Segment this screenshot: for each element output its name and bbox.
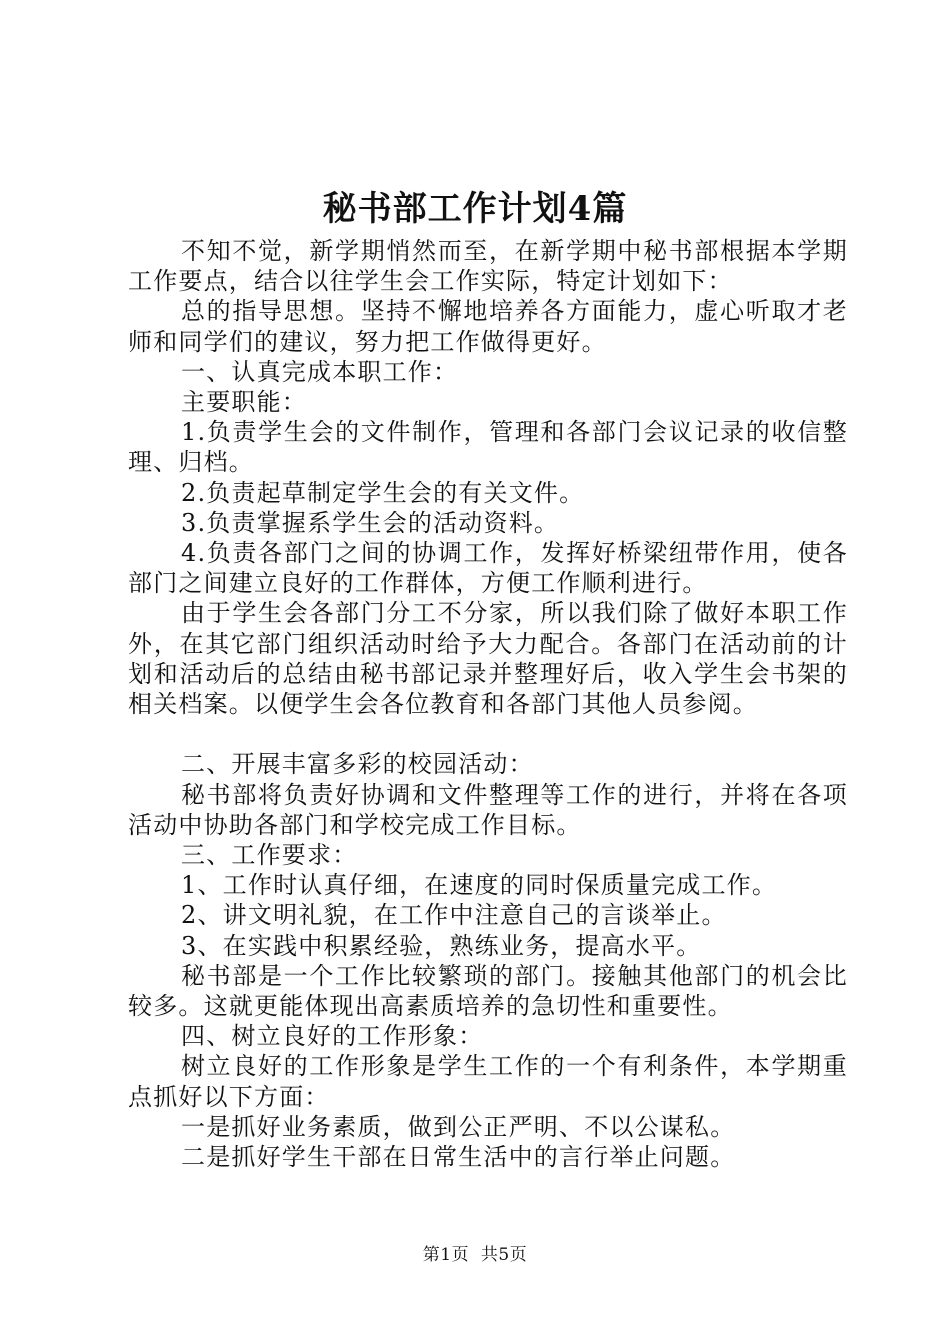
section-heading: 二、开展丰富多彩的校园活动： <box>181 750 534 779</box>
list-item: 1.负责学生会的文件制作，管理和各部门会议记录的收信整理、归档。 <box>128 418 848 477</box>
section-heading: 三、工作要求： <box>181 841 358 870</box>
paragraph: 不知不觉，新学期悄然而至，在新学期中秘书部根据本学期工作要点，结合以往学生会工作实际，特定计划如下： <box>128 237 848 296</box>
list-item: 2.负责起草制定学生会的有关文件。 <box>181 478 585 507</box>
page-total: 共5页 <box>480 1245 528 1265</box>
paragraph: 秘书部是一个工作比较繁琐的部门。接触其他部门的机会比较多。这就更能体现出高素质培养的急切性和重要性。 <box>128 961 848 1021</box>
list-item: 二是抓好学生干部在日常生活中的言行举止问题。 <box>181 1143 736 1172</box>
paragraph: 树立良好的工作形象是学生工作的一个有利条件，本学期重点抓好以下方面： <box>128 1052 848 1111</box>
list-item: 3、在实践中积累经验，熟练业务，提高水平。 <box>181 931 702 960</box>
paragraph: 秘书部将负责好协调和文件整理等工作的进行，并将在各项活动中协助各部门和学校完成工作目标。 <box>128 780 848 839</box>
list-item: 4.负责各部门之间的协调工作，发挥好桥梁纽带作用，使各部门之间建立良好的工作群体，方便工作顺利进行。 <box>128 539 848 598</box>
list-item: 2、讲文明礼貌，在工作中注意自己的言谈举止。 <box>181 901 727 930</box>
page-footer <box>0 1243 950 1267</box>
paragraph: 主要职能： <box>181 388 307 417</box>
paragraph: 总的指导思想。坚持不懈地培养各方面能力，虚心听取才老师和同学们的建议，努力把工作做得更好。 <box>128 297 848 356</box>
section-heading: 一、认真完成本职工作： <box>181 357 459 386</box>
document-body <box>128 236 848 1172</box>
list-item: 一是抓好业务素质，做到公正严明、不以公谋私。 <box>181 1112 736 1141</box>
paragraph: 由于学生会各部门分工不分家，所以我们除了做好本职工作外，在其它部门组织活动时给予大力配合。各部门在活动前的计划和活动后的总结由秘书部记录并整理好后，收入学生会书架的相关档案。以便学生会各位教育和各部门其他人员参阅。 <box>128 599 848 719</box>
blank-line <box>128 719 848 749</box>
section-heading: 四、树立良好的工作形象： <box>181 1022 484 1051</box>
document-title: 秘书部工作计划4篇 <box>322 189 628 229</box>
list-item: 1、工作时认真仔细，在速度的同时保质量完成工作。 <box>181 871 778 900</box>
page-number: 第1页 <box>422 1245 470 1265</box>
list-item: 3.负责掌握系学生会的活动资料。 <box>181 508 560 537</box>
